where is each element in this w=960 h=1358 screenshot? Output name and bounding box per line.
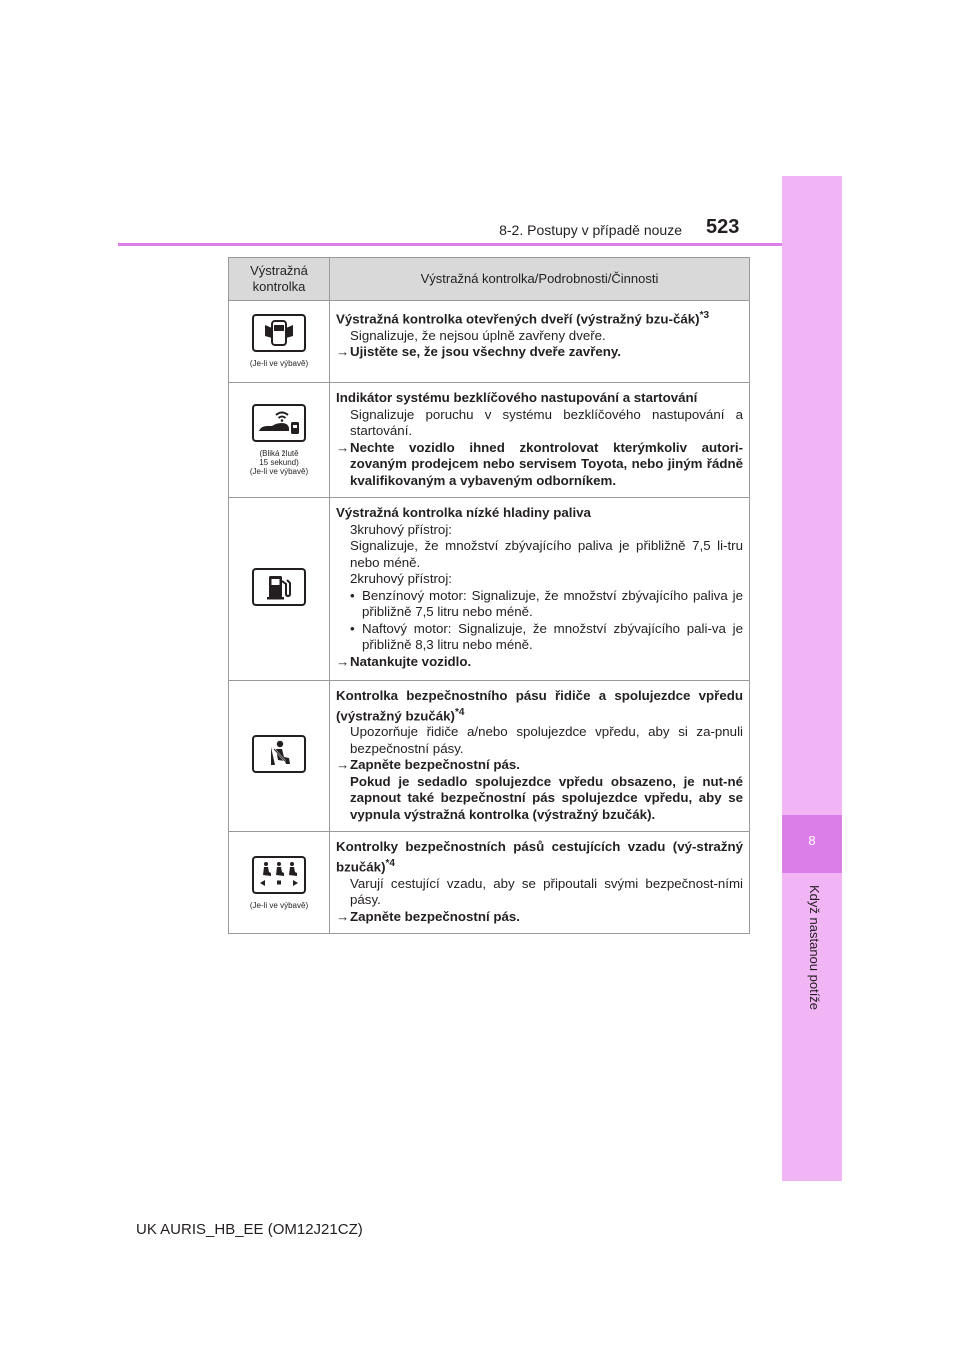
table-row bbox=[229, 498, 750, 681]
rear-seat-belt-icon bbox=[252, 856, 306, 894]
row-action: Natankujte vozidlo. bbox=[350, 653, 472, 669]
row-title: Výstražná kontrolka nízké hladiny paliva bbox=[336, 505, 591, 520]
seat-belt-icon bbox=[252, 735, 306, 773]
arrow-icon: → bbox=[336, 908, 350, 924]
row-description: Varují cestující vzadu, aby se připoutali svými bezpečnost-ními pásy. bbox=[350, 875, 743, 908]
description-cell bbox=[330, 832, 750, 934]
availability-note: (Je-li ve výbavě) bbox=[249, 467, 309, 477]
table-row bbox=[229, 681, 750, 832]
row-title: Výstražná kontrolka otevřených dveří (výstražný bzu-čák) bbox=[336, 311, 700, 327]
bullet-item bbox=[336, 621, 743, 654]
blink-duration-note: 15 sekund) bbox=[259, 457, 299, 467]
footnote-ref: *3 bbox=[699, 310, 710, 321]
icon-cell bbox=[229, 498, 330, 681]
row-description: Signalizuje poruchu v systému bezklíčového nastupování a startování. bbox=[350, 406, 743, 438]
icon-cell bbox=[229, 681, 330, 832]
description-cell bbox=[330, 498, 750, 681]
section-title: 8-2. Postupy v případě nouze bbox=[499, 222, 682, 238]
arrow-icon: → bbox=[336, 344, 350, 360]
row-action-note: Pokud je sedadlo spolujezdce vpředu obsazeno, je nut-né zapnout také bezpečnostní pás spolujezdce vpředu, aby se vypnula výstražná kontrolka (výstražný bzučák). bbox=[350, 773, 743, 822]
footer-model: UK AURIS_HB_EE (OM12J21CZ) bbox=[136, 1221, 363, 1238]
icon-cell bbox=[229, 301, 330, 383]
column-header-icon: Výstražná kontrolka bbox=[229, 258, 330, 301]
fuel-pump-icon bbox=[252, 568, 306, 606]
availability-note: (Je-li ve výbavě) bbox=[249, 359, 309, 369]
meter-type-3ring: 3kruhový přístroj: bbox=[350, 521, 452, 537]
availability-note: (Je-li ve výbavě) bbox=[249, 900, 309, 910]
arrow-icon: → bbox=[336, 757, 350, 773]
row-action: Zapněte bezpečnostní pás. bbox=[350, 757, 520, 773]
chapter-side-tab bbox=[782, 176, 842, 1181]
icon-cell bbox=[229, 832, 330, 934]
arrow-icon: → bbox=[336, 439, 350, 455]
description-cell bbox=[330, 301, 750, 383]
row-action: Nechte vozidlo ihned zkontrolovat kterýmkoliv autori-zovaným prodejcem nebo servisem Toyota, nebo jiným řádně kvalifikovaným a vybaveným odborníkem. bbox=[350, 439, 743, 488]
table-row bbox=[229, 383, 750, 498]
blink-note: (Bliká žlutě bbox=[259, 448, 299, 458]
footnote-ref: *4 bbox=[454, 706, 465, 718]
description-cell bbox=[330, 383, 750, 498]
row-action: Zapněte bezpečnostní pás. bbox=[350, 908, 520, 924]
table-row bbox=[229, 832, 750, 934]
table-header-row bbox=[229, 258, 750, 301]
bullet-icon: • bbox=[350, 587, 355, 603]
chapter-number: 8 bbox=[782, 815, 842, 873]
bullet-icon: • bbox=[350, 620, 355, 636]
footnote-ref: *4 bbox=[385, 857, 395, 869]
door-open-warning-icon bbox=[252, 314, 306, 352]
chapter-label: Když nastanou potíže bbox=[807, 885, 822, 1011]
row-action: Ujistěte se, že jsou všechny dveře zavřeny. bbox=[350, 344, 621, 360]
description-cell bbox=[330, 681, 750, 832]
header-rule bbox=[118, 243, 782, 246]
page-number: 523 bbox=[706, 216, 740, 238]
row-description: Signalizuje, že nejsou úplně zavřeny dveře. bbox=[350, 327, 606, 343]
bullet-text-diesel: Naftový motor: Signalizuje, že množství zbývajícího pali-va je přibližně 8,3 litru nebo méně. bbox=[362, 620, 743, 652]
row-description: Signalizuje, že množství zbývajícího paliva je přibližně 7,5 li-tru nebo méně. bbox=[350, 538, 743, 570]
table-row bbox=[229, 301, 750, 383]
row-title: Indikátor systému bezklíčového nastupování a startování bbox=[336, 390, 698, 405]
bullet-text-petrol: Benzínový motor: Signalizuje, že množství zbývajícího paliva je přibližně 7,5 litru nebo méně. bbox=[362, 587, 743, 619]
arrow-icon: → bbox=[336, 653, 350, 669]
bullet-item bbox=[336, 588, 743, 621]
row-title: Kontrolka bezpečnostního pásu řidiče a spolujezdce vpředu (výstražný bzučák) bbox=[336, 688, 743, 723]
row-title: Kontrolky bezpečnostních pásů cestujících vzadu (vý-stražný bzučák) bbox=[336, 839, 743, 875]
smart-key-system-icon bbox=[252, 404, 306, 442]
column-header-description: Výstražná kontrolka/Podrobnosti/Činnosti bbox=[330, 258, 750, 301]
icon-cell bbox=[229, 383, 330, 498]
warning-lights-table bbox=[228, 257, 750, 934]
meter-type-2ring: 2kruhový přístroj: bbox=[350, 571, 452, 586]
row-description: Upozorňuje řidiče a/nebo spolujezdce vpředu, aby si za-pnuli bezpečnostní pásy. bbox=[350, 724, 743, 756]
